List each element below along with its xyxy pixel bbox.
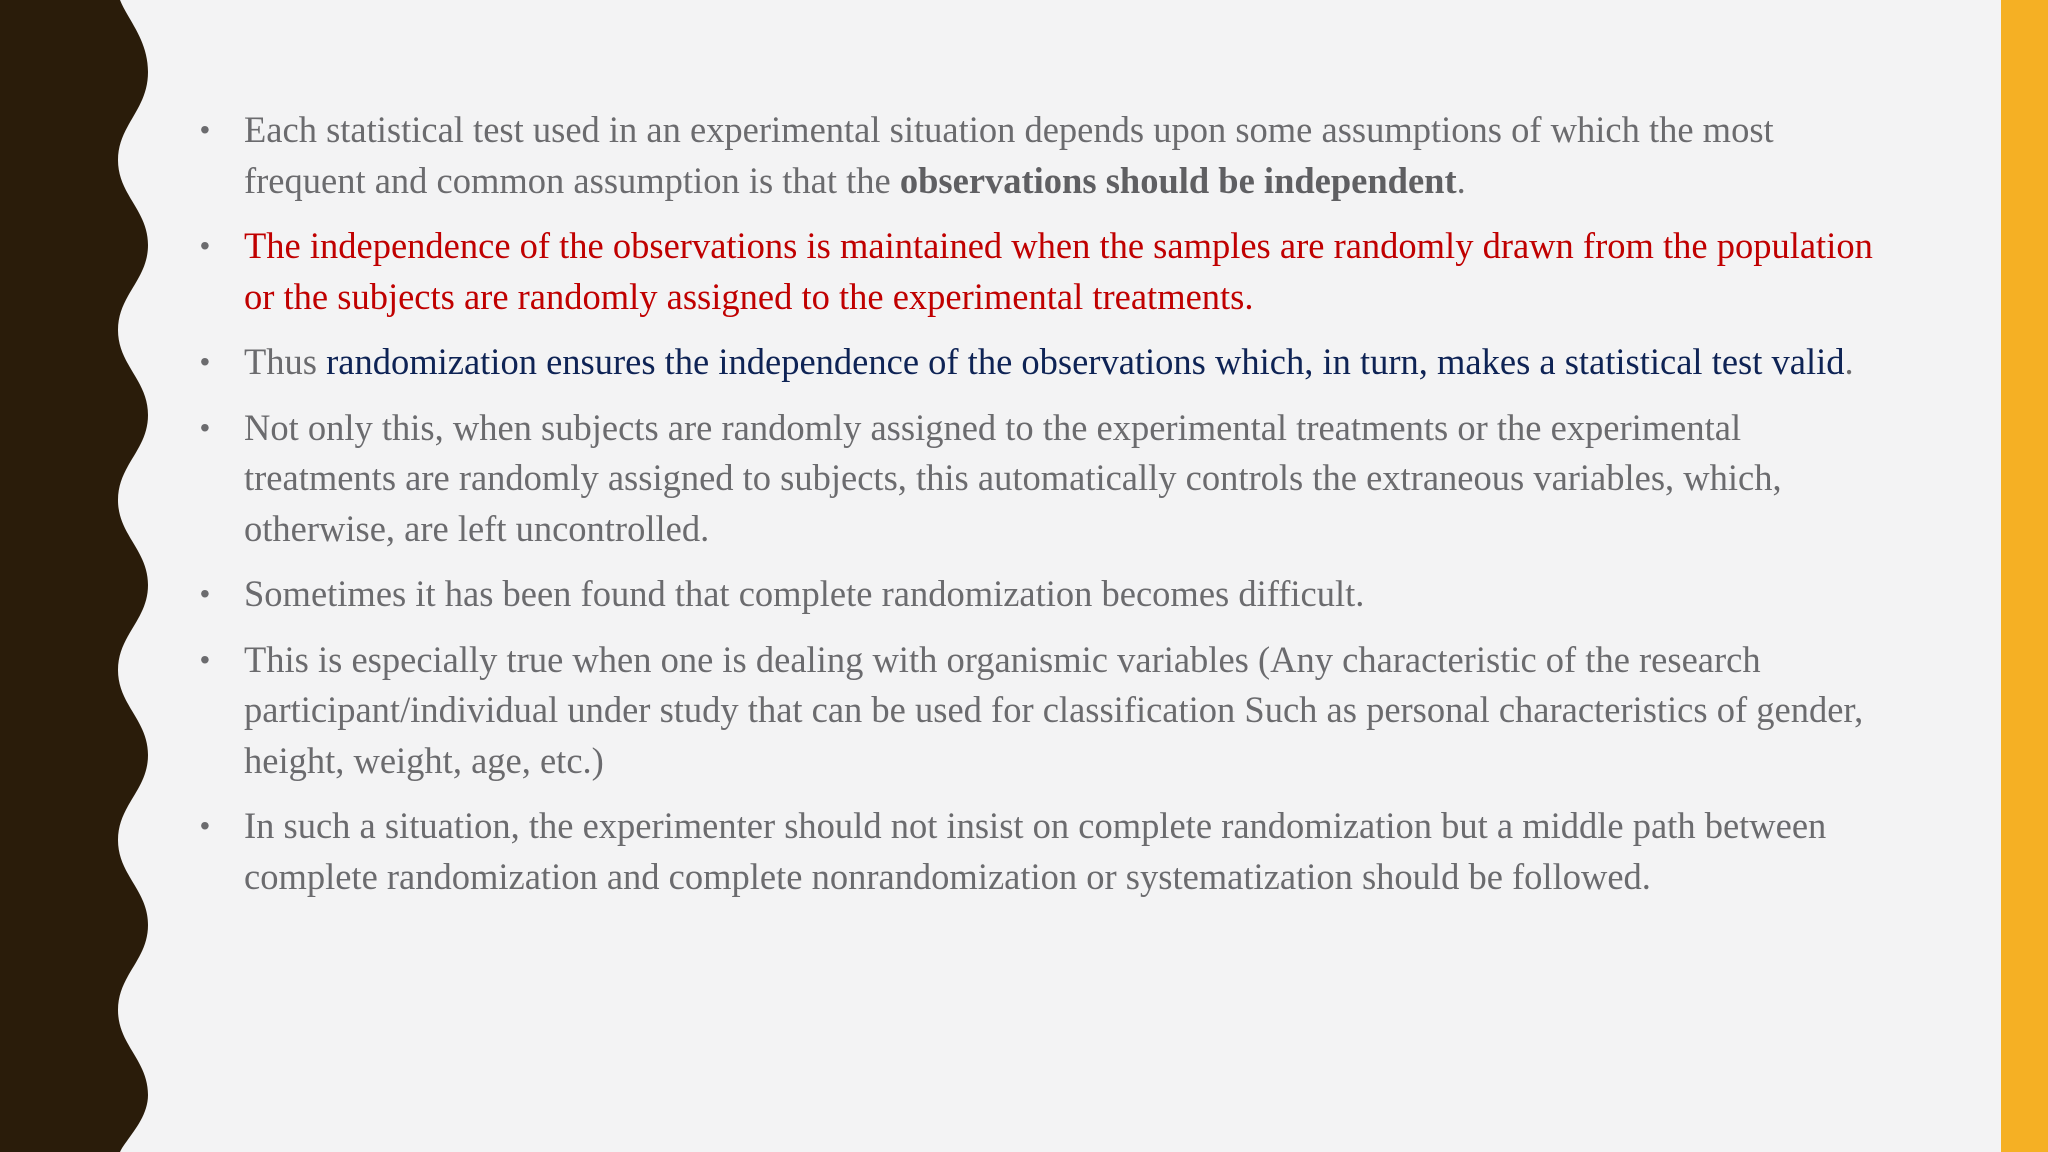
bold-phrase: observations should be independent <box>899 159 1457 201</box>
bullet-text-end: . <box>1456 159 1466 201</box>
bullet-dot: • <box>200 578 210 609</box>
bullet-text: Thus <box>244 341 327 382</box>
bullet-dot: • <box>200 810 210 841</box>
highlight-phrase: randomization ensures the independence of the observations which, in turn, makes a statistical test valid <box>326 341 1845 382</box>
bullet-text: The independence of the observations is maintained when the samples are randomly drawn from the population or the subjects are randomly assigned to the experimental treatments. <box>244 225 1873 317</box>
slide-body <box>200 105 1880 917</box>
bullet-item <box>200 403 1880 555</box>
accent-bar <box>2001 0 2048 1152</box>
bullet-dot: • <box>200 411 210 443</box>
bullet-item <box>200 801 1880 902</box>
bullet-dot: • <box>200 643 210 675</box>
bullet-item <box>200 635 1880 787</box>
bullet-text: In such a situation, the experimenter should not insist on complete randomization but a middle path between complete randomization and complete nonrandomization or systematization should be followed. <box>244 805 1827 897</box>
bullet-text-end: . <box>1844 341 1854 382</box>
bullet-item <box>200 221 1880 322</box>
bullet-text: This is especially true when one is dealing with organismic variables (Any characteristic of the research participant/individual under study that can be used for classification Such as personal characteristics of gender, height, weight, age, etc.) <box>244 638 1864 781</box>
bullet-dot: • <box>200 230 210 261</box>
bullet-text: Sometimes it has been found that complete randomization becomes difficult. <box>244 573 1365 614</box>
bullet-text: Not only this, when subjects are randomly assigned to the experimental treatments or the experimental treatments are randomly assigned to subjects, this automatically controls the extraneous variables, which, otherwise, are left uncontrolled. <box>244 406 1782 549</box>
decorative-wave-band <box>0 0 160 1152</box>
bullet-dot: • <box>200 114 210 145</box>
bullet-dot: • <box>200 346 210 377</box>
bullet-list <box>200 105 1880 902</box>
bullet-item <box>200 337 1880 388</box>
bullet-text: Each statistical test used in an experimental situation depends upon some assumptions of which the most frequent and common assumption is that the <box>244 109 1774 201</box>
bullet-item <box>200 569 1880 620</box>
bullet-item <box>200 105 1880 206</box>
